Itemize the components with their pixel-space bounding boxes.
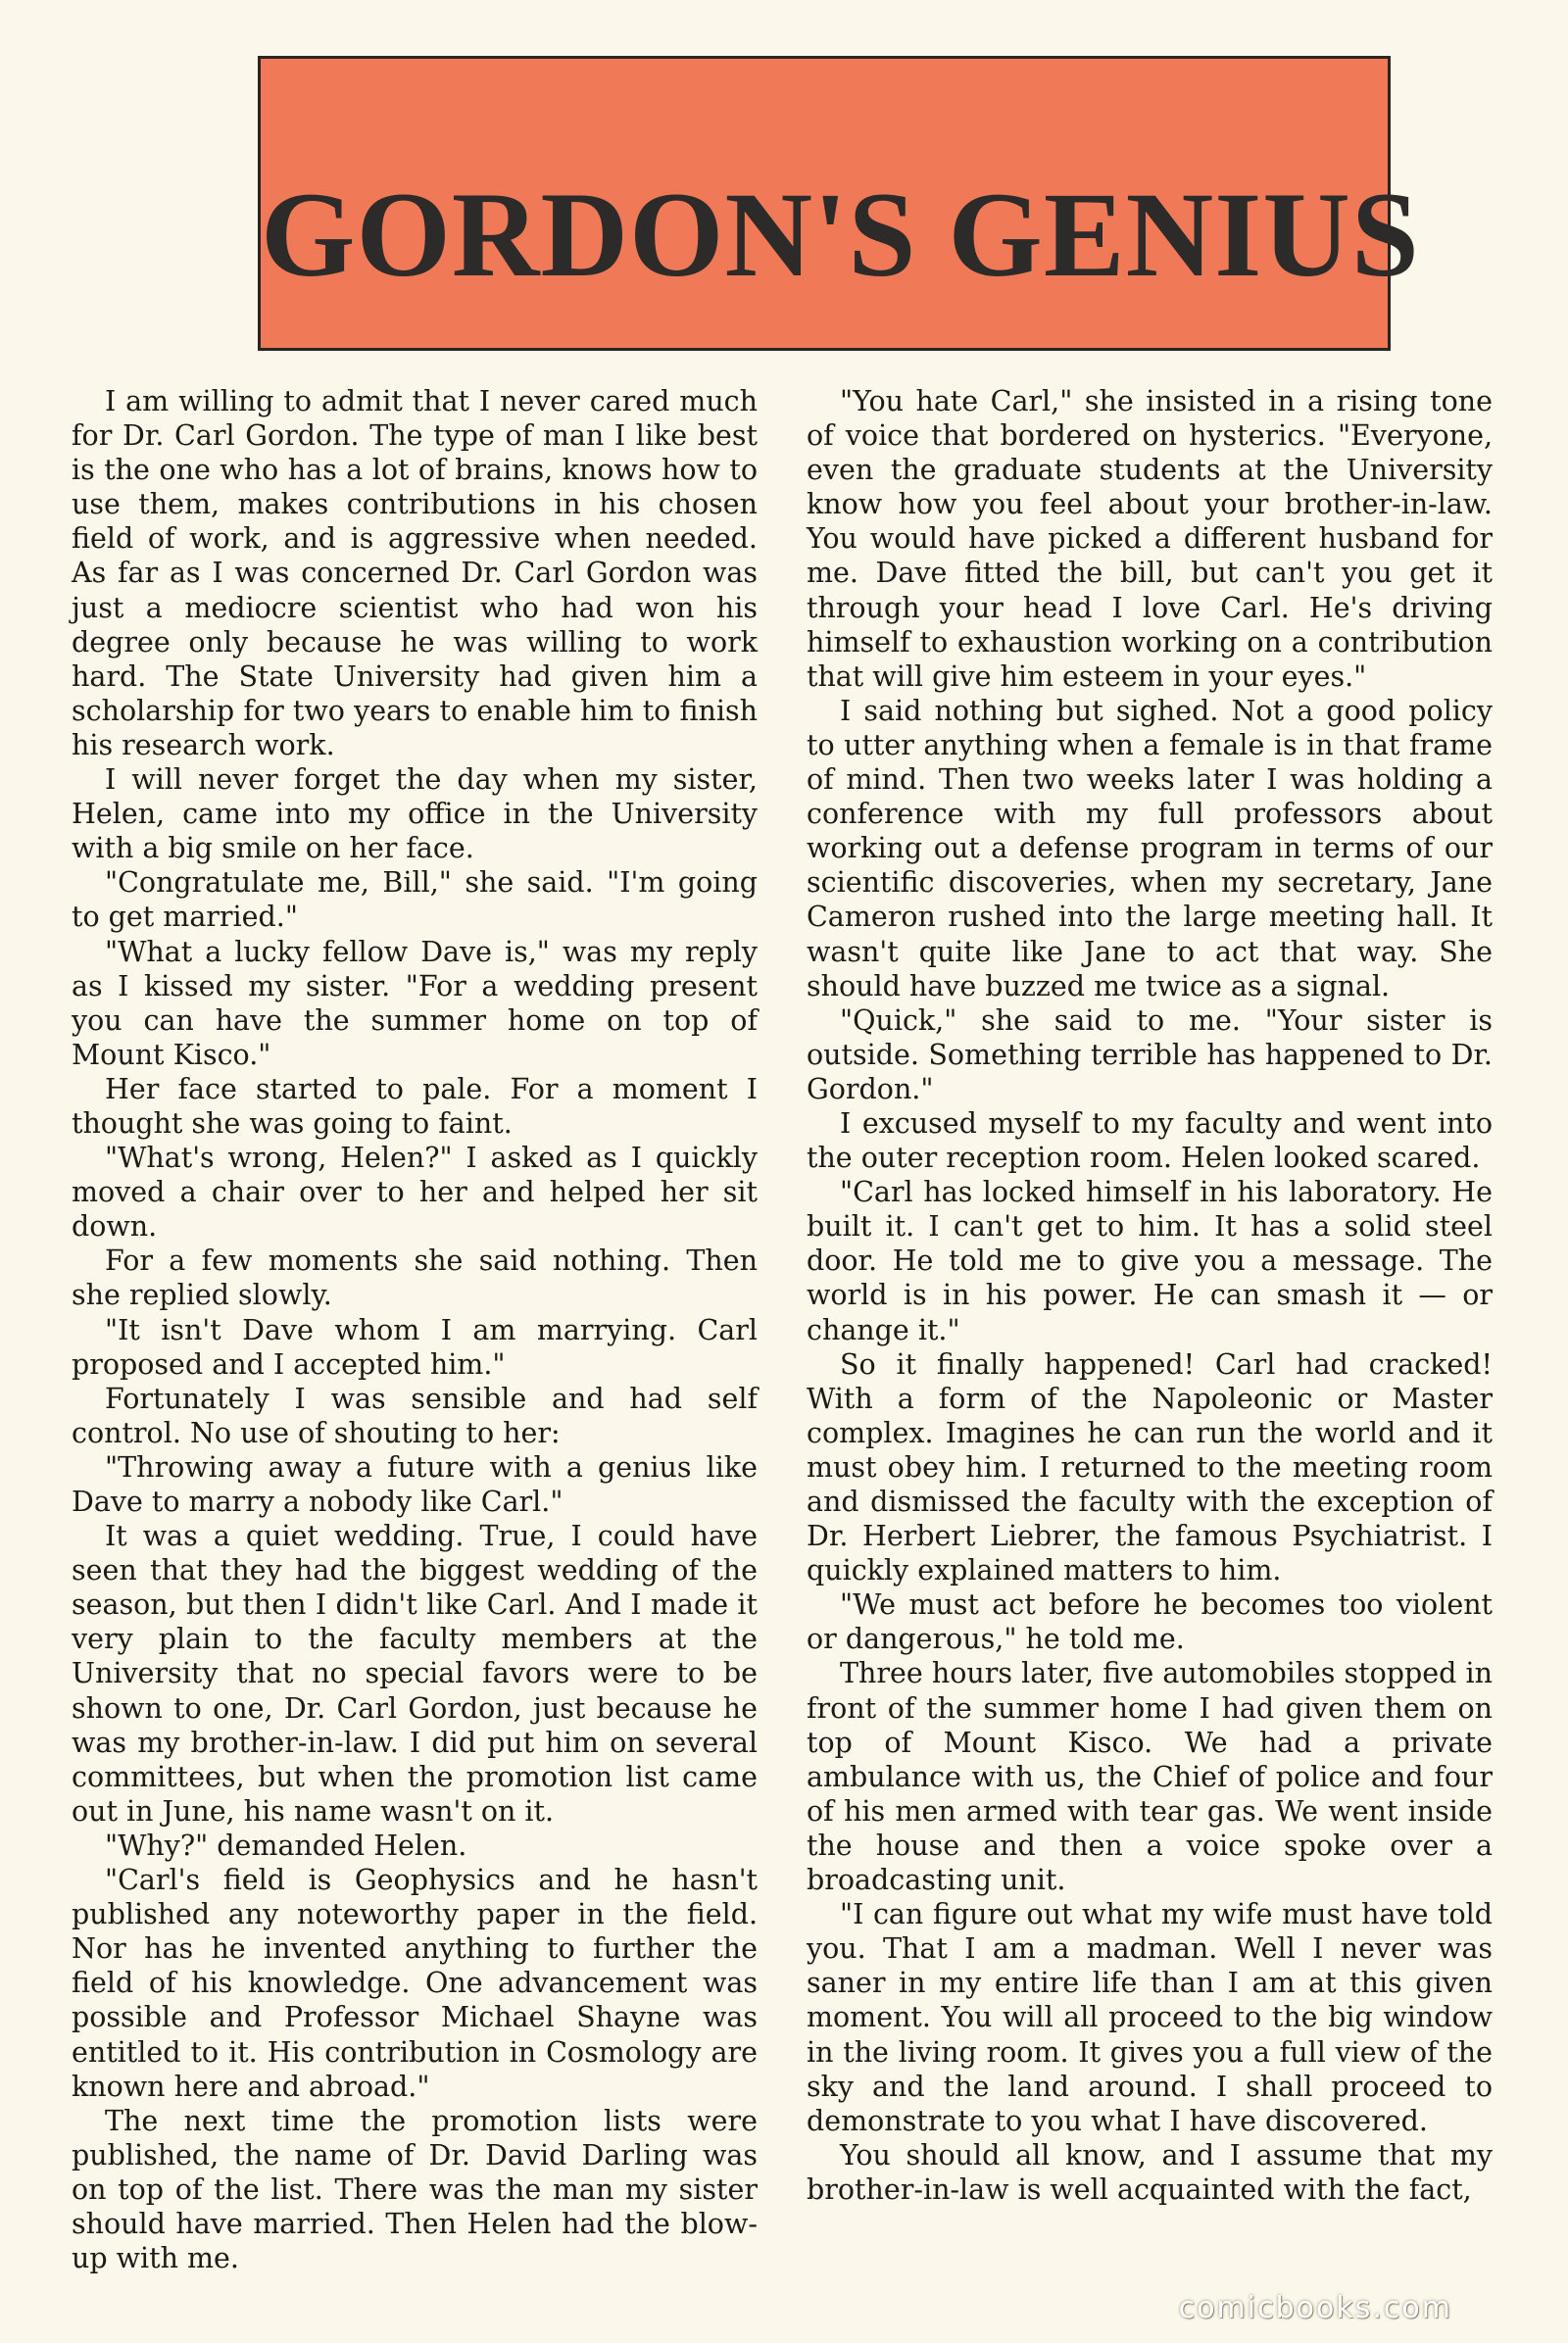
- paragraph: I excused myself to my faculty and went into the outer reception room. Helen looked scared.: [807, 1106, 1493, 1175]
- paragraph: Fortunately I was sensible and had self control. No use of shouting to her:: [72, 1382, 758, 1449]
- left-text-column: [72, 384, 758, 2275]
- paragraph: "We must act before he becomes too violent or dangerous," he told me.: [807, 1588, 1493, 1656]
- paragraph: For a few moments she said nothing. Then she replied slowly.: [72, 1245, 758, 1312]
- source-watermark: comicbooks.com: [1178, 2291, 1452, 2325]
- paragraph: "Congratulate me, Bill," she said. "I'm going to get married.": [72, 866, 758, 934]
- paragraph: You should all know, and I assume that my brother-in-law is well acquainted with the fact,: [807, 2138, 1493, 2206]
- paragraph: So it finally happened! Carl had cracked! With a form of the Napoleonic or Master complex. Imagines he can run the world and it must obey him. I returned to the meeting room and dismissed the faculty with the exception of Dr. Herbert Liebrer, the famous Psychiatrist. I quickly explained matters to him.: [807, 1347, 1493, 1587]
- paragraph: "It isn't Dave whom I am marrying. Carl proposed and I accepted him.": [72, 1313, 758, 1381]
- paragraph: Three hours later, five automobiles stopped in front of the summer home I had given them on top of Mount Kisco. We had a private ambulance with us, the Chief of police and four of his men armed with tear gas. We went inside the house and then a voice spoke over a broadcasting unit.: [807, 1657, 1493, 1897]
- paragraph: It was a quiet wedding. True, I could have seen that they had the biggest wedding of the season, but then I didn't like Carl. And I made it very plain to the faculty members at the University that no special favors were to be shown to one, Dr. Carl Gordon, just because he was my brother-in-law. I did put him on several committees, but when the promotion list came out in June, his name wasn't on it.: [72, 1520, 758, 1828]
- paragraph: "I can figure out what my wife must have told you. That I am a madman. Well I never was saner in my entire life than I am at this given moment. You will all proceed to the big window in the living room. It gives you a full view of the sky and the land around. I shall proceed to demonstrate to you what I have discovered.: [807, 1898, 1493, 2137]
- paragraph: I am willing to admit that I never cared much for Dr. Carl Gordon. The type of man I like best is the one who has a lot of brains, knows how to use them, makes contributions in his chosen field of work, and is aggressive when needed. As far as I was concerned Dr. Carl Gordon was just a mediocre scientist who had won his degree only because he was willing to work hard. The State University had given him a scholarship for two years to enable him to finish his research work.: [72, 385, 758, 761]
- paragraph: Her face started to pale. For a moment I thought she was going to faint.: [72, 1072, 758, 1140]
- story-title: GORDON'S GENIUS: [261, 168, 1420, 302]
- right-text-column: [807, 384, 1493, 2207]
- paragraph: "Carl has locked himself in his laboratory. He built it. I can't get to him. It has a solid steel door. He told me to give you a message. The world is in his power. He can smash it — or change it.": [807, 1176, 1493, 1346]
- paragraph: "What's wrong, Helen?" I asked as I quickly moved a chair over to her and helped her sit down.: [72, 1142, 758, 1244]
- paragraph: The next time the promotion lists were published, the name of Dr. David Darling was on top of the list. There was the man my sister should have married. Then Helen had the blow-up with me.: [72, 2104, 758, 2275]
- title-banner: [258, 56, 1420, 351]
- paragraph: "Quick," she said to me. "Your sister is outside. Something terrible has happened to Dr. Gordon.": [807, 1003, 1493, 1105]
- paragraph: I will never forget the day when my sister, Helen, came into my office in the University with a big smile on her face.: [72, 763, 758, 865]
- paragraph: "Why?" demanded Helen.: [105, 1829, 467, 1862]
- paragraph: "You hate Carl," she insisted in a rising tone of voice that bordered on hysterics. "Everyone, even the graduate students at the University know how you feel about your brother-in-law. You would have picked a different husband for me. Dave fitted the bill, but can't you get it through your head I love Carl. He's driving himself to exhaustion working on a contribution that will give him esteem in your eyes.": [807, 385, 1493, 693]
- paragraph: I said nothing but sighed. Not a good policy to utter anything when a female is in that frame of mind. Then two weeks later I was holding a conference with my full professors about working out a defense program in terms of our scientific discoveries, when my secretary, Jane Cameron rushed into the large meeting hall. It wasn't quite like Jane to act that way. She should have buzzed me twice as a signal.: [807, 694, 1493, 1002]
- paragraph: "Throwing away a future with a genius like Dave to marry a nobody like Carl.": [72, 1450, 758, 1518]
- paragraph: "What a lucky fellow Dave is," was my reply as I kissed my sister. "For a wedding present you can have the summer home on top of Mount Kisco.": [72, 935, 758, 1071]
- paragraph: "Carl's field is Geophysics and he hasn't published any noteworthy paper in the field. Nor has he invented anything to further the field of his knowledge. One advancement was possible and Professor Michael Shayne was entitled to it. His contribution in Cosmology are known here and abroad.": [72, 1864, 758, 2103]
